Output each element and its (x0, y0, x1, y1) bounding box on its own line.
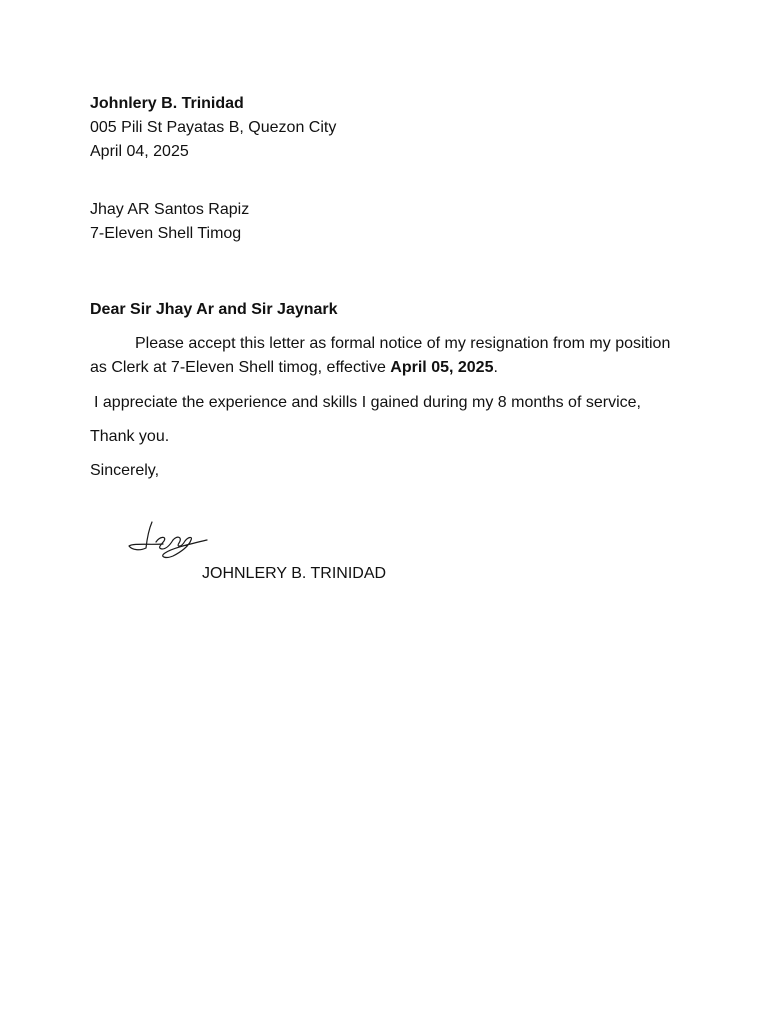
body-paragraph-1-period: . (493, 359, 498, 376)
handwritten-signature (120, 512, 220, 568)
body-paragraph-1-line-2 (90, 356, 498, 380)
effective-date: April 05, 2025 (390, 359, 494, 376)
closing: Sincerely, (90, 462, 160, 479)
recipient-name: Jhay AR Santos Rapiz (90, 201, 250, 218)
sender-address: 005 Pili St Payatas B, Quezon City (90, 119, 337, 136)
signature-name: JOHNLERY B. TRINIDAD (202, 565, 387, 582)
salutation: Dear Sir Jhay Ar and Sir Jaynark (90, 301, 338, 318)
thank-you-line: Thank you. (90, 428, 170, 445)
body-paragraph-1-text: as Clerk at 7-Eleven Shell timog, effective (90, 359, 391, 376)
letter-date: April 04, 2025 (90, 143, 189, 160)
sender-name: Johnlery B. Trinidad (90, 95, 244, 112)
recipient-company: 7-Eleven Shell Timog (90, 225, 242, 242)
body-paragraph-2: I appreciate the experience and skills I gained during my 8 months of service, (94, 394, 641, 411)
body-paragraph-1-line-1: Please accept this letter as formal notice of my resignation from my position (135, 335, 671, 352)
